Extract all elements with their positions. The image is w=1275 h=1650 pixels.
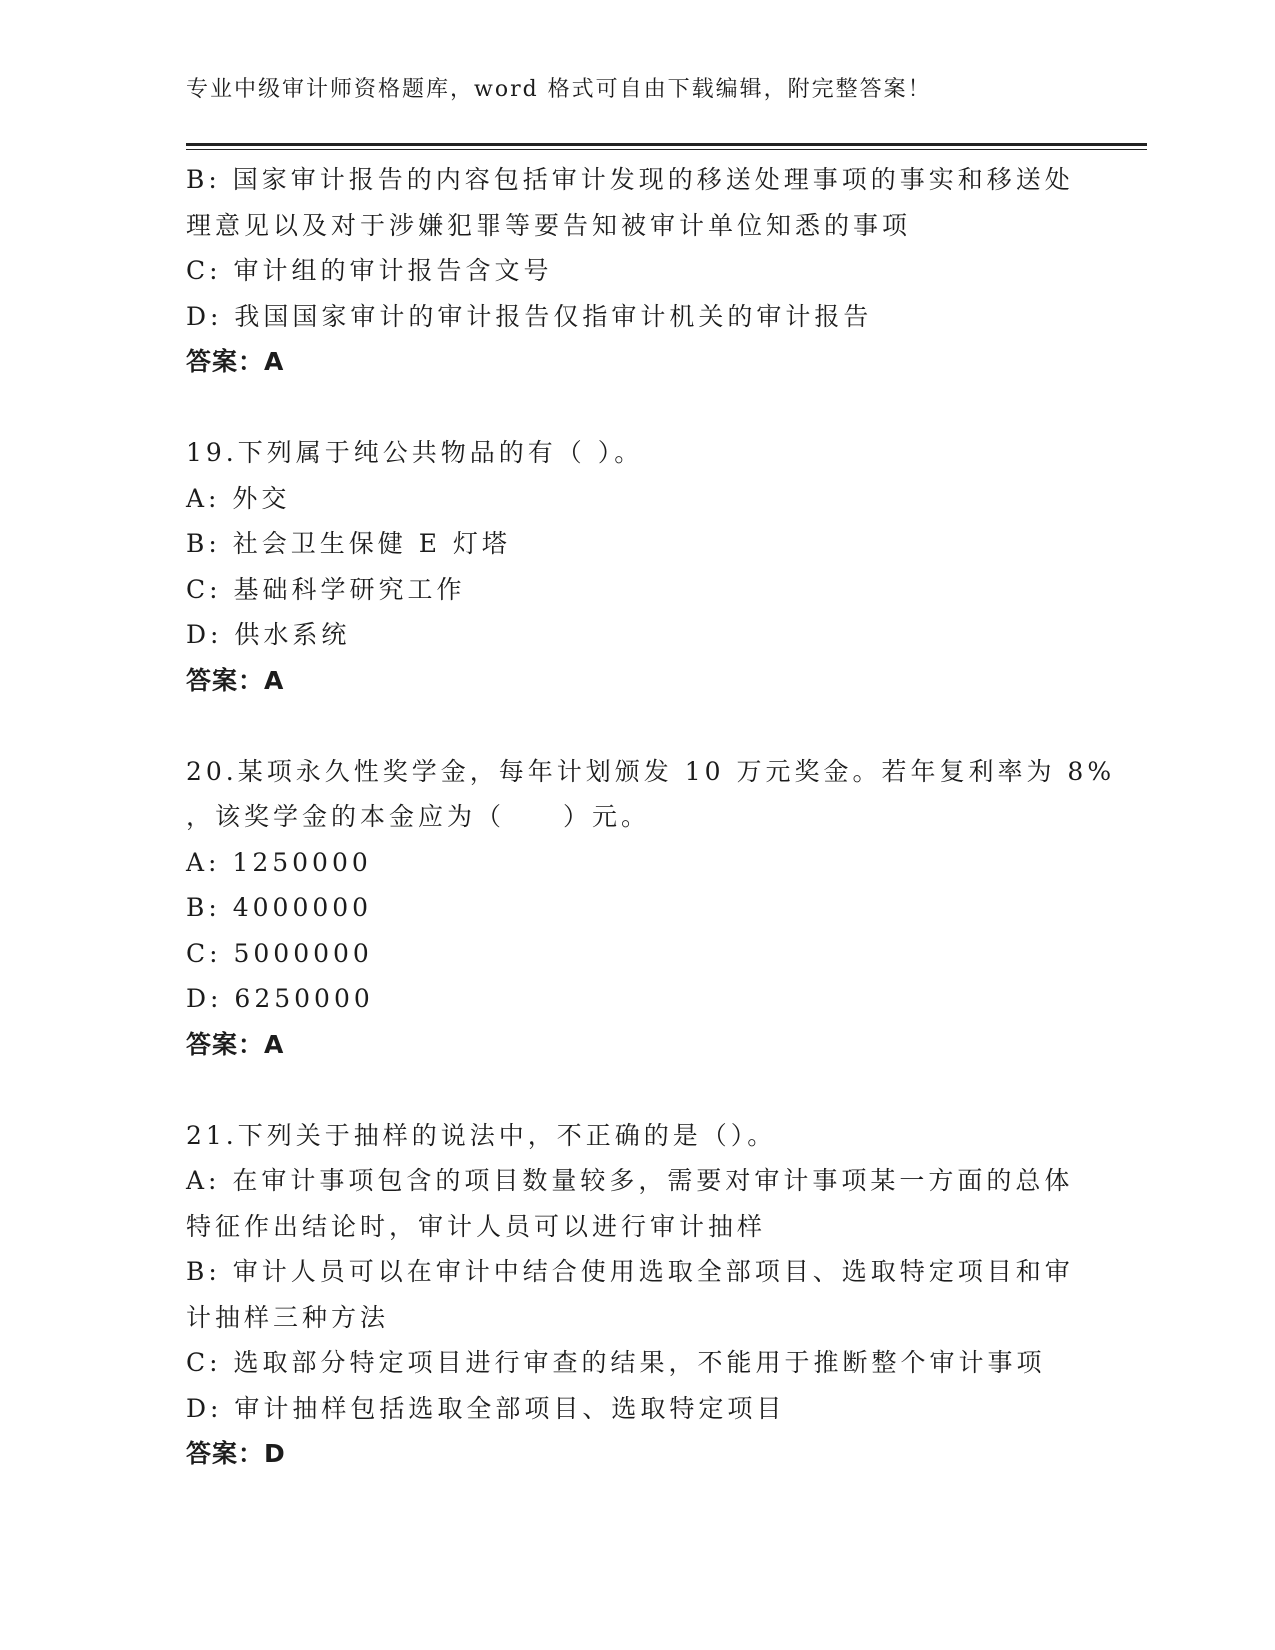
spacer (186, 703, 1086, 749)
spacer (186, 1067, 1086, 1113)
question-text: 19.下列属于纯公共物品的有（ ）。 (186, 438, 644, 467)
answer: 答案：D (186, 1439, 286, 1468)
question-text-line-2: ，该奖学金的本金应为（ ）元。 (186, 802, 651, 831)
option-b: B: 4000000 (186, 893, 373, 922)
question-block-21 (186, 1113, 1086, 1477)
option-d: D: 供水系统 (186, 620, 351, 649)
question-block-19 (186, 430, 1086, 703)
spacer (186, 385, 1086, 431)
option-b-line-1: B: 国家审计报告的内容包括审计发现的移送处理事项的事实和移送处 (186, 165, 1074, 194)
option-a-line-2: 特征作出结论时，审计人员可以进行审计抽样 (186, 1211, 767, 1241)
option-b-line-2: 理意见以及对于涉嫌犯罪等要告知被审计单位知悉的事项 (186, 210, 912, 240)
option-d: D: 我国国家审计的审计报告仅指审计机关的审计报告 (186, 301, 873, 331)
option-c: C: 选取部分特定项目进行审查的结果，不能用于推断整个审计事项 (186, 1348, 1046, 1377)
answer: 答案：A (186, 1029, 285, 1059)
question-text: 21.下列关于抽样的说法中，不正确的是（）。 (186, 1120, 777, 1150)
answer: 答案：A (186, 665, 285, 695)
question-block-20 (186, 749, 1116, 1068)
document-body (186, 157, 1116, 1477)
question-block-18 (186, 157, 1086, 385)
option-a: A: 1250000 (186, 847, 372, 877)
option-a: A: 外交 (186, 483, 291, 513)
option-a-line-1: A: 在审计事项包含的项目数量较多，需要对审计事项某一方面的总体 (186, 1166, 1074, 1195)
header-rule-thick (186, 143, 1147, 146)
option-d: D: 审计抽样包括选取全部项目、选取特定项目 (186, 1393, 786, 1423)
header-rule-thin (186, 149, 1147, 150)
page-header: 专业中级审计师资格题库，word 格式可自由下载编辑，附完整答案！ (186, 77, 932, 102)
option-c: C: 审计组的审计报告含文号 (186, 256, 553, 285)
option-d: D: 6250000 (186, 984, 374, 1013)
question-text-line-1: 20.某项永久性奖学金，每年计划颁发 10 万元奖金。若年复利率为 8% (186, 756, 1116, 786)
option-b-line-1: B: 审计人员可以在审计中结合使用选取全部项目、选取特定项目和审 (186, 1257, 1074, 1286)
option-c: C: 基础科学研究工作 (186, 574, 466, 604)
option-b-line-2: 计抽样三种方法 (186, 1302, 390, 1332)
option-c: C: 5000000 (186, 938, 373, 968)
option-b: B: 社会卫生保健 E 灯塔 (186, 529, 511, 558)
answer: 答案：A (186, 347, 285, 376)
